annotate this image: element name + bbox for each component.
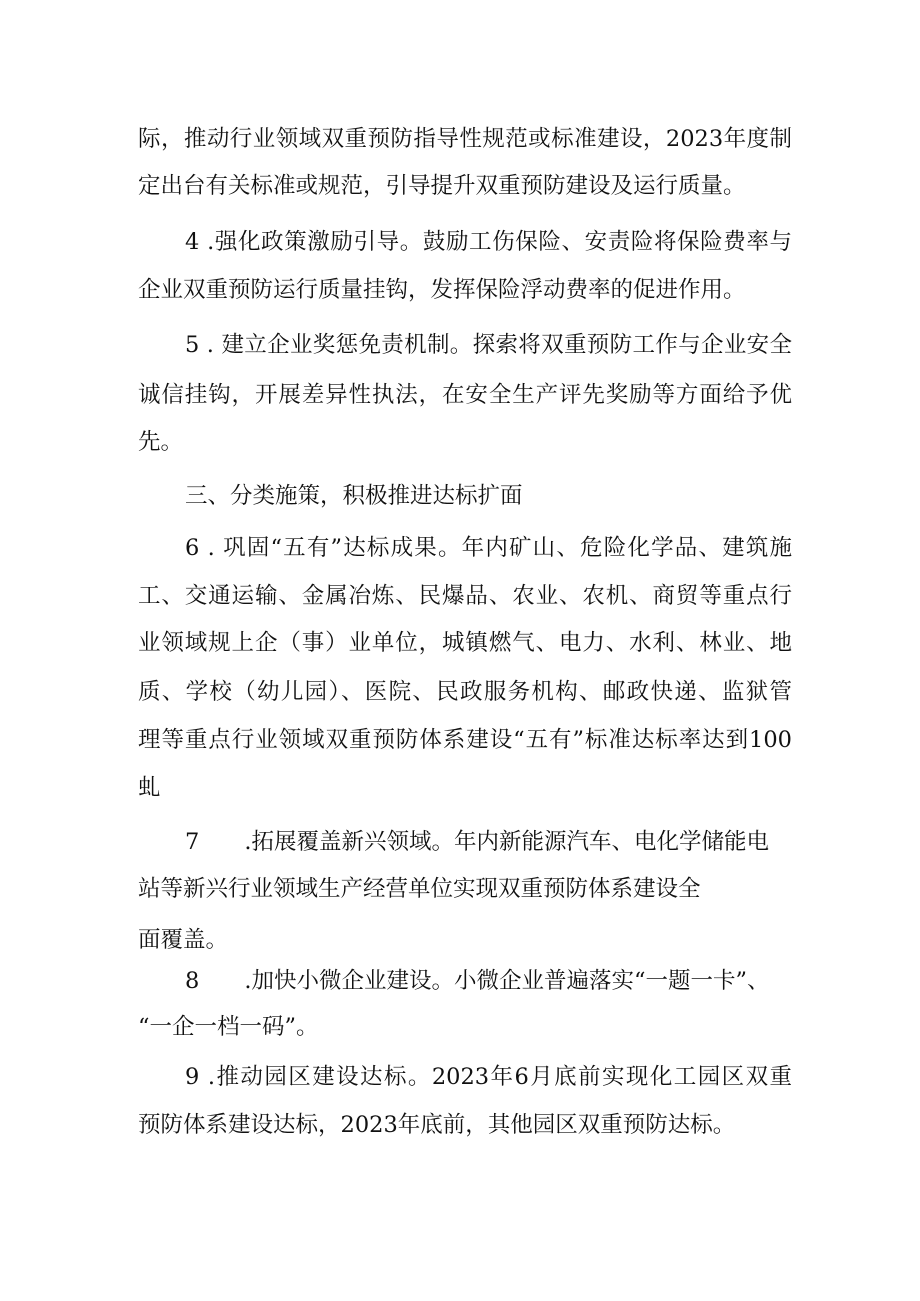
p9-line-1: 9 .推动园区建设达标。2023年6月底前实现化工园区双重 — [185, 1064, 792, 1090]
p9-line-2: 预防体系建设达标，2023年底前，其他园区双重预防达标。 — [138, 1112, 736, 1138]
p3-line-3: 先。 — [138, 429, 184, 455]
p6-line-4: 质、学校（幼儿园）、医院、民政服务机构、邮政快递、监狱管 — [138, 679, 792, 705]
p7-line-3: 面覆盖。 — [138, 927, 229, 953]
p1-line-2: 定出台有关标准或规范，引导提升双重预防建设及运行质量。 — [138, 173, 746, 199]
p6-line-3: 业领域规上企（事）业单位，城镇燃气、电力、水利、林业、地 — [138, 630, 792, 656]
p2-line-1: 4 .强化政策激励引导。鼓励工伤保险、安责险将保险费率与 — [185, 229, 792, 255]
p3-line-2: 诚信挂钩，开展差异性执法，在安全生产评先奖励等方面给予优 — [138, 382, 792, 408]
p3-line-1: 5 . 建立企业奖惩免责机制。探索将双重预防工作与企业安全 — [185, 332, 792, 358]
p6-line-6: 虬 — [138, 775, 161, 801]
p1-line-1: 际，推动行业领域双重预防指导性规范或标准建设，2023年度制 — [138, 126, 792, 152]
p8-line-2: “一企一档一码”。 — [138, 1014, 319, 1040]
p7-line-2: 站等新兴行业领域生产经营单位实现双重预防体系建设全 — [138, 876, 701, 902]
p7-line-1: 7 .拓展覆盖新兴领域。年内新能源汽车、电化学储能电 — [185, 829, 769, 855]
section-heading-3: 三、分类施策，积极推进达标扩面 — [185, 483, 523, 509]
p8-line-1: 8 .加快小微企业建设。小微企业普遍落实“一题一卡”、 — [185, 968, 770, 994]
p6-line-2: 工、交通运输、金属冶炼、民爆品、农业、农机、商贸等重点行 — [138, 583, 792, 609]
p6-line-5: 理等重点行业领域双重预防体系建设“五有”标准达标率达到100 — [138, 727, 792, 753]
p2-line-2: 企业双重预防运行质量挂钩，发挥保险浮动费率的促进作用。 — [138, 277, 746, 303]
p6-line-1: 6 . 巩固“五有”达标成果。年内矿山、危险化学品、建筑施 — [185, 535, 792, 561]
